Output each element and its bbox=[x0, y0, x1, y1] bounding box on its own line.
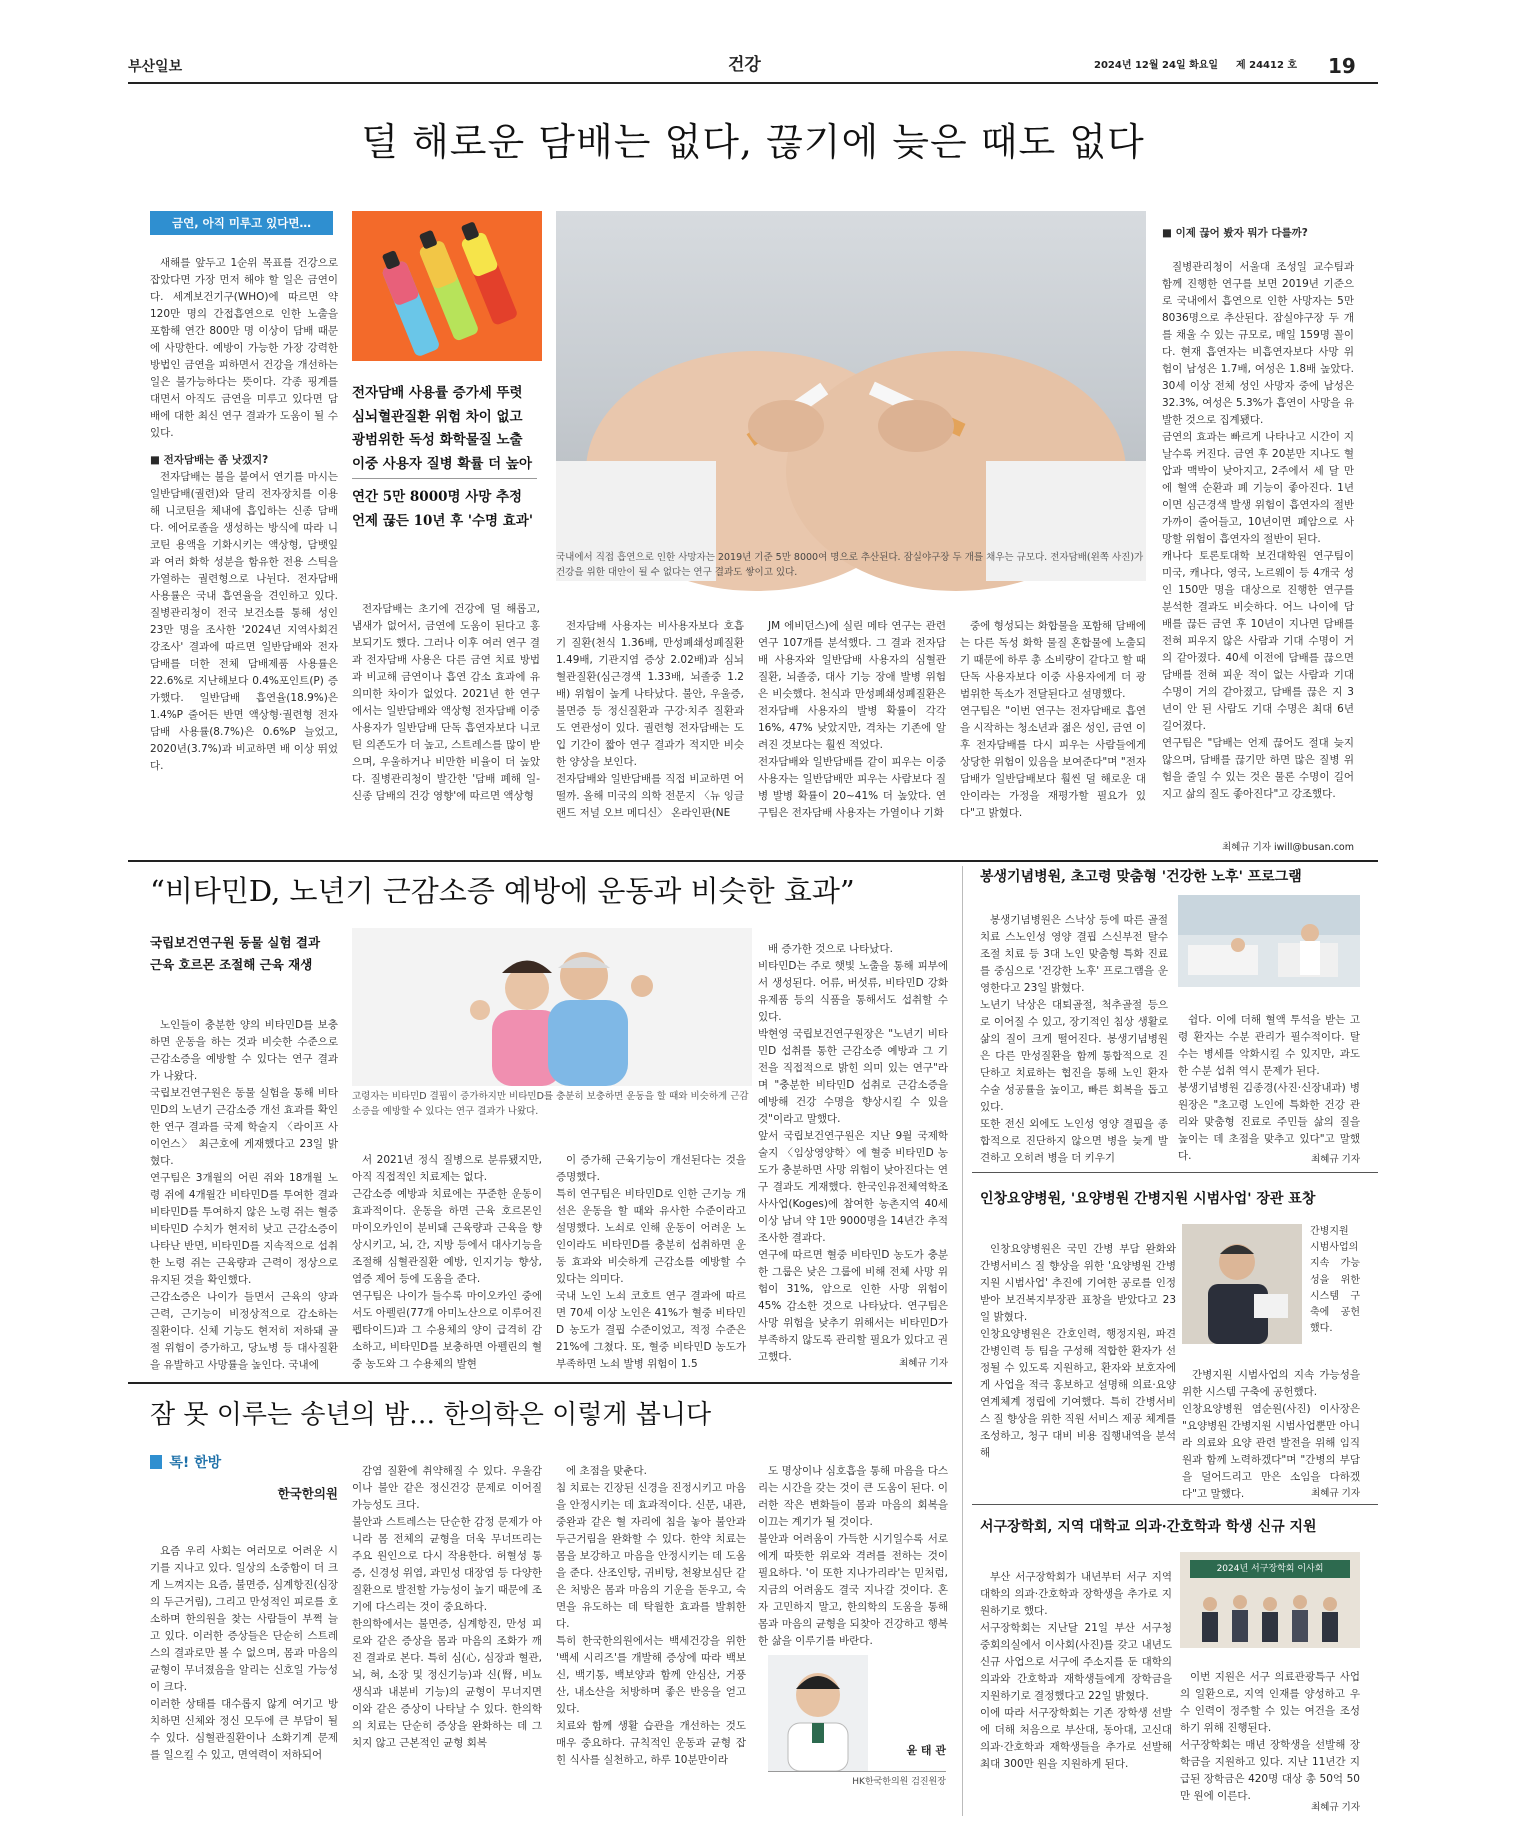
a4-byline: 최혜규 기자 bbox=[1311, 1488, 1360, 1499]
a6-tag bbox=[150, 1452, 338, 1472]
a3-col2-text: 쉽다. 이에 더해 혈액 투석을 받는 고령 환자는 수분 관리가 필수적이다. 탈수는 병세를 악화시킬 수 있지만, 과도한 수분 섭취 역시 문제가 된다. 봉생기념병원 김종경(사진·신장내과) 병원장은 "초고령 노인에 특화한 건강 관리와 맞춤형 진료로 주민들 삶의 질을 높이는 데 초점을 맞추고 있다"고 말했다. bbox=[1178, 1014, 1360, 1162]
director-portrait-illustration bbox=[1182, 1224, 1302, 1344]
a1-sub-divider bbox=[352, 478, 537, 479]
board-meeting-illustration bbox=[1180, 1552, 1360, 1648]
paper-name: 부산일보 bbox=[128, 59, 183, 75]
a2-col2-text: 서 2021년 정식 질병으로 분류됐지만, 아직 직접적인 치료제는 없다. 근감소증 예방과 치료에는 꾸준한 운동이 효과적이다. 운동을 하면 근육 호르몬인 마이오카인이 분비돼 근육량과 근육을 향상시키고, 뇌, 간, 지방 등에서 대사기능을 조절해 심혈관질환 예방, 인지기능 향상, 염증 제어 등에 도움을 준다. 연구팀은 나이가 들수록 마이오카인 중에서도 아펠린(77개 아미노산으로 이루어진 펩타이드)과 그 수용체의 양이 급격히 감소하고, 비타민D를 보충하면 아펠린의 혈중 농도와 그 수용체의 발현 bbox=[352, 1154, 542, 1370]
masthead-rule bbox=[128, 82, 1378, 84]
a1-photo-caption: 국내에서 직접 흡연으로 인한 사망자는 2019년 기준 5만 8000여 명으로 추산된다. 잠실야구장 두 개를 채우는 규모다. 전자담배(왼쪽 사진)가 건강을 위한 대안이 될 수 없다는 연구 결과도 쌓이고 있다. bbox=[556, 552, 1144, 578]
a6-author-photo bbox=[768, 1655, 868, 1771]
a2-col3-text: 이 증가해 근육기능이 개선된다는 것을 증명했다. 특히 연구팀은 비타민D로 인한 근기능 개선은 운동을 할 때와 유사한 수준이라고 설명했다. 노쇠로 인해 운동이 어려운 노인이라도 비타민D를 충분히 섭취하면 운동 효과와 비슷하게 근감소를 예방할 수 있다는 의미다. 국내 노인 노쇠 코호트 연구 결과에 따르면 70세 이상 노인은 41%가 혈중 비타민D 농도가 결핍 수준이었고, 적정 수준은 21%에 그쳤다. 또, 혈중 비타민D 농도가 부족하면 노쇠 발병 위험이 1.5 bbox=[556, 1154, 746, 1370]
hospital-ward-illustration bbox=[1178, 895, 1360, 987]
a6-col1 bbox=[150, 1526, 338, 1816]
a5-col2-text: 이번 지원은 서구 의료관광특구 사업의 일환으로, 지역 인재를 양성하고 우수 인력이 정주할 수 있는 여건을 조성하기 위해 진행된다. 서구장학회는 매년 장학생을 선발해 장학금을 지원하고 있다. 지난 11년간 지급된 장학금은 420명 대상 총 50억 50만 원에 이른다. bbox=[1180, 1671, 1360, 1802]
a3-col1 bbox=[980, 895, 1168, 1165]
a5-col1-text: 부산 서구장학회가 내년부터 서구 지역 대학의 의과·간호학과 장학생을 추가로 지원하기로 했다. 서구장학회는 지난달 21일 부산 서구청 중회의실에서 이사회(사진)를 갖고 내년도 신규 사업으로 서구에 주소지를 둔 대학의 의과와 간호학과 재학생들에게 장학금을 지원하기로 결정했다고 22일 밝혔다. 이에 따라 서구장학회는 기존 장학생 선발에 더해 처음으로 부산대, 동아대, 고신대 의과·간호학과 재학생들을 추가로 선발해 최대 300만 원을 지원하게 된다. bbox=[980, 1571, 1172, 1770]
a5-photo-banner: 2024년 서구장학회 이사회 bbox=[1190, 1560, 1350, 1578]
right-column-divider bbox=[962, 866, 963, 1816]
a2-col4 bbox=[758, 924, 948, 1363]
a1-col5 bbox=[960, 601, 1146, 853]
a4-photo bbox=[1182, 1224, 1302, 1344]
senior-couple-illustration bbox=[352, 928, 752, 1086]
section-name: 건강 bbox=[728, 55, 761, 75]
masthead bbox=[128, 50, 1378, 80]
a1-headline: 덜 해로운 담배는 없다, 끊기에 늦은 때도 없다 bbox=[361, 120, 1145, 164]
a5-headline: 서구장학회, 지역 대학교 의과·간호학과 학생 신규 지원 bbox=[980, 1519, 1317, 1535]
author-portrait-illustration bbox=[768, 1655, 868, 1771]
issue-number: 제 24412 호 bbox=[1236, 60, 1298, 71]
a3-photo bbox=[1178, 895, 1360, 987]
a1-kicker: 금연, 아직 미루고 있다면… bbox=[150, 211, 333, 235]
a1-col5-text: 중에 형성되는 화합물을 포함해 담배에는 다른 독성 화학 물질 혼합물에 노출되기 때문에 하루 총 소비량이 같다고 할 때 단독 사용자보다 이중 사용자에게 더 광범위한 독소가 전달된다고 설명했다. 연구팀은 "이번 연구는 전자담배로 흡연을 시작하는 청소년과 젊은 성인, 금연 이후 전자담배를 다시 피우는 사람들에게 상당한 위험이 있음을 보여준다"며 "전자담배가 일반담배보다 훨씬 덜 해로운 대안이라는 가정을 재평가할 필요가 있다"고 밝혔다. bbox=[960, 620, 1146, 819]
a1-col6-text: 질병관리청이 서울대 조성일 교수팀과 함께 진행한 연구를 보면 2019년 기준으로 국내에서 흡연으로 인한 사망자는 5만 8036명으로 추산된다. 잠실야구장 두 개를 채울 수 있는 규모로, 매일 159명 꼴이다. 현재 흡연자는 비흡연자보다 사망 위험이 남성은 1.7배, 여성은 1.8배 높았다. 30세 이상 전체 성인 사망자 중에 남성은 32.3%, 여성은 5.3%가 흡연이 사망을 유발한 것으로 집계됐다. 금연의 효과는 빠르게 나타나고 시간이 지날수록 커진다. 금연 후 20분만 지나도 혈압과 맥박이 낮아지고, 2주에서 세 달 만에 혈액 순환과 폐 기능이 좋아진다. 1년이면 심근경색 발생 위험이 흡연자의 절반 가까이 줄어들고, 10년이면 폐암으로 사망할 위험이 흡연자의 절반이 된다. 캐나다 토론토대학 보건대학원 연구팀이 미국, 캐나다, 영국, 노르웨이 등 4개국 성인 150만 명을 대상으로 진행한 연구를 분석한 결과도 비슷하다. 어느 나이에 담배를 끊든 금연 후 10년이 지나면 담배를 전혀 피우지 않은 사람과 기대 수명이 거의 같아졌다. 40세 이전에 담배를 끊으면 담배를 전혀 피운 적이 없는 사람과 기대 수명이 거의 같아졌고, 담배를 끊은 지 3년이 안 된 사람도 기대 수명은 최대 6년 길어졌다. 연구팀은 "담배는 언제 끊어도 절대 늦지 않으며, 담배를 끊기만 하면 많은 질병 위험을 줄일 수 있는 것은 물론 수명이 길어지고 삶의 질도 좋아진다"고 강조했다. bbox=[1162, 261, 1354, 800]
issue-date: 2024년 12월 24일 화요일 bbox=[1094, 60, 1219, 71]
a4-col2-intro: 간병지원 시범사업의 지속 가능성을 위한 시스템 구축에 공헌했다. bbox=[1310, 1226, 1360, 1335]
a1-main-photo bbox=[556, 211, 1146, 547]
a1-col4 bbox=[758, 601, 946, 853]
a2-subheadline: 국립보건연구원 동물 실험 결과 근육 호르몬 조절해 근육 재생 bbox=[150, 935, 321, 972]
a1-bottom-rule bbox=[128, 860, 1378, 862]
a2-col2 bbox=[352, 1135, 542, 1370]
a6-org: 한국한의원 bbox=[277, 1486, 338, 1501]
a3-headline: 봉생기념병원, 초고령 맞춤형 '건강한 노후' 프로그램 bbox=[980, 869, 1302, 885]
a2-photo-caption: 고령자는 비타민D 결핍이 증가하지만 비타민D를 충분히 보충하면 운동을 할 때와 비슷하게 근감소증을 예방할 수 있다는 연구 결과가 나왔다. bbox=[352, 1091, 749, 1117]
a2-col3 bbox=[556, 1135, 746, 1370]
a2-col4-text: 배 증가한 것으로 나타났다. 비타민D는 주로 햇빛 노출을 통해 피부에서 생성된다. 어류, 버섯류, 비타민D 강화 유제품 등의 식품을 통해서도 섭취할 수 있다. 박현영 국립보건연구원장은 "노년기 비타민D 섭취를 통한 근감소증 예방과 그 기전을 직접적으로 밝힌 의미 있는 연구"라며 "충분한 비타민D 섭취로 근감소증을 예방해 건강 수명을 향상시킬 수 있을 것"이라고 말했다. 앞서 국립보건연구원은 지난 9월 국제학술지 〈임상영양학〉에 혈중 비타민D 농도가 충분하면 사망 위험이 낮아진다는 연구 결과도 게재했다. 한국인유전체역학조사사업(Koges)에 참여한 농촌지역 40세 이상 남녀 약 1만 9000명을 14년간 추적조사한 결과다. 연구에 따르면 혈중 비타민D 농도가 충분한 그룹은 낮은 그룹에 비해 전체 사망 위험이 31%, 암으로 인한 사망 위험이 45% 감소한 것으로 나타났다. 연구팀은 사망 위험을 낮추기 위해서는 비타민D가 부족하지 않도록 관리할 필요가 있다고 권고했다. bbox=[758, 943, 948, 1363]
a6-author-rule bbox=[768, 1771, 946, 1772]
a1-col6 bbox=[1162, 208, 1354, 840]
a3-col1-text: 봉생기념병원은 스낙상 등에 따른 골절 치료 스노인성 영양 결핍 스신부전 탈수 조절 치료 등 3대 노인 맞춤형 특화 진료를 중심으로 '건강한 노후' 프로그램을 운영한다고 23일 밝혔다. 노년기 낙상은 대퇴골절, 척추골절 등으로 이어질 수 있고, 장기적인 침상 생활로 삶의 질이 크게 떨어진다. 봉생기념병원은 다른 만성질환을 함께 통합적으로 진단하고 치료하는 협진을 통해 노인 환자 수술 성공률을 높이고, 빠른 회복을 돕고 있다. 또한 전신 외에도 노인성 영양 결핍을 종합적으로 진단하지 않으면 병을 늦게 발견하고 오히려 병을 더 키우기 bbox=[980, 914, 1168, 1164]
a6-col4-text: 도 명상이나 심호흡을 통해 마음을 다스리는 시간을 갖는 것이 큰 도움이 된다. 이러한 작은 변화들이 몸과 마음의 회복을 이끄는 계기가 될 것이다. 불안과 어려움이 가득한 시기일수록 서로에게 따뜻한 위로와 격려를 전하는 것이 필요하다. '이 또한 지나가리라'는 믿처럼, 지금의 어려움도 결국 지나갈 것이다. 혼자 고민하지 말고, 한의학의 도움을 통해 몸과 마음의 균형을 되찾아 건강하고 행복한 삶을 이루기를 바란다. bbox=[758, 1465, 948, 1647]
a2-col1 bbox=[150, 1000, 338, 1370]
a4-col1-text: 인창요양병원은 국민 간병 부담 완화와 간병서비스 질 향상을 위한 '요양병원 간병지원 시범사업' 추진에 기여한 공로를 인정받아 보건복지부장관 표창을 받았다고 23일 밝혔다. 인창요양병원은 간호인력, 행정지원, 파견간병인력 등 팀을 구성해 적합한 환자가 선정될 수 있도록 지원하고, 환자와 보호자에게 사업을 적극 홍보하고 설명해 의료·요양 연계체계 정립에 기여했다. 특히 간병서비스 질 향상을 위한 직원 서비스 제공 체계를 조성하고, 청구 대비 비용 집행내역을 분석해 bbox=[980, 1243, 1176, 1459]
a5-byline: 최혜규 기자 bbox=[1311, 1802, 1360, 1813]
a6-col2-text: 감염 질환에 취약해질 수 있다. 우울감이나 불안 같은 정신건강 문제로 이어질 가능성도 크다. 불안과 스트레스는 단순한 감정 문제가 아니라 몸 전체의 균형을 더욱 무너뜨리는 주요 원인으로 다시 작용한다. 허혈성 통증, 신경성 위염, 과민성 대장염 등 다양한 질환으로 발전할 가능성이 높기 때문에 조기에 다스리는 것이 중요하다. 한의학에서는 불면증, 심계항진, 만성 피로와 같은 증상을 몸과 마음의 조화가 깨진 결과로 본다. 특히 심(心, 심장과 혈관, 뇌, 혀, 소장 및 정신기능)과 신(腎, 비뇨생식과 내분비 기능)의 균형이 무너지면 이와 같은 증상이 나타날 수 있다. 한의학의 치료는 단순히 증상을 완화하는 데 그치지 않고 근본적인 균형 회복 bbox=[352, 1465, 542, 1749]
a4-bottom-rule bbox=[972, 1504, 1378, 1505]
a4-col1 bbox=[980, 1224, 1176, 1496]
a4-col2 bbox=[1310, 1224, 1360, 1335]
a1-subheadline: 전자담배 사용률 증가세 뚜렷 심뇌혈관질환 위험 차이 없고 광범위한 독성 화학물질 노출 이중 사용자 질병 확률 더 높아 bbox=[352, 385, 532, 472]
a1-col3-text: 전자담배 사용자는 비사용자보다 호흡기 질환(천식 1.36배, 만성폐쇄성폐질환 1.49배, 기관지염 증상 2.02배)과 심뇌혈관질환(심근경색 1.33배, 뇌졸중 1.2배) 위험이 높게 나타났다. 불안, 우울증, 불면증 등 정신질환과 구강·치주 질환과도 연관성이 있다. 궐련형 전자담배는 도입 기간이 짧아 연구 결과가 적지만 비슷한 양상을 보인다. 전자담배와 일반담배를 직접 비교하면 어떨까. 올해 미국의 의학 전문지 〈뉴 잉글랜드 저널 오브 메디신〉 온라인판(NE bbox=[556, 620, 744, 819]
a2-byline: 최혜규 기자 bbox=[899, 1358, 948, 1369]
a6-author-name: 윤 태 관 bbox=[906, 1744, 946, 1757]
a6-top-rule bbox=[128, 1382, 952, 1384]
a1-col6-subhead: ■ 이제 끊어 봤자 뭐가 다를까? bbox=[1162, 227, 1308, 239]
ecig-illustration bbox=[352, 211, 542, 361]
a2-headline: “비타민D, 노년기 근감소증 예방에 운동과 비슷한 효과” bbox=[150, 874, 855, 908]
a6-col2 bbox=[352, 1446, 542, 1816]
a5-photo bbox=[1180, 1552, 1360, 1648]
page-number: 19 bbox=[1328, 54, 1356, 78]
a1-subheadline-2: 연간 5만 8000명 사망 추정 언제 끊든 10년 후 '수명 효과' bbox=[352, 489, 533, 529]
a5-col1 bbox=[980, 1552, 1172, 1812]
a3-byline: 최혜규 기자 bbox=[1311, 1154, 1360, 1165]
a5-col2 bbox=[1180, 1652, 1360, 1800]
a6-tag-marker bbox=[150, 1455, 162, 1469]
a4-headline: 인창요양병원, '요양병원 간병지원 시범사업' 장관 표창 bbox=[980, 1191, 1316, 1207]
a6-author-title: HK한국한의원 검진원장 bbox=[852, 1777, 946, 1787]
a6-col3 bbox=[556, 1446, 746, 1816]
a1-col4-text: JM 에비던스)에 실린 메타 연구는 관련 연구 107개를 분석했다. 그 결과 전자담배 사용자와 일반담배 사용자의 심혈관 질환, 뇌졸중, 대사 기능 장애 발병 위험은 비슷했다. 천식과 만성폐쇄성폐질환은 전자담배 사용자의 발병 확률이 각각 16%, 47% 낮았지만, 격차는 기존에 알려진 것보다는 훨씬 적었다. 전자담배와 일반담배를 같이 피우는 이중 사용자는 일반담배만 피우는 사람보다 질병 발병 확률이 20~41% 더 높았다. 연구팀은 전자담배 사용자는 가열이나 기화 bbox=[758, 620, 946, 819]
a1-col3 bbox=[556, 601, 744, 853]
a1-col1-lead: 새해를 앞두고 1순위 목표를 건강으로 잡았다면 가장 먼저 해야 할 일은 금연이다. 세계보건기구(WHO)에 따르면 약 120만 명의 간접흡연으로 인한 노출을 포함해 연간 800만 명 이상이 담배 때문에 사망한다. 예방이 가능한 가장 강력한 방법인 금연을 피하면서 건강을 개선하는 일은 불가능하다는 뜻이다. 각종 핑계를 대면서 아직도 금연을 미루고 있다면 담배에 대한 최신 연구 결과가 도움이 될 수 있다. bbox=[150, 257, 338, 439]
a6-col1-text: 요즘 우리 사회는 여러모로 어려운 시기를 지나고 있다. 일상의 소중함이 더 크게 느껴지는 요즘, 불면증, 심계항진(심장의 두근거림), 그리고 만성적인 피로를 호소하며 한의원을 찾는 사람들이 부쩍 늘고 있다. 이러한 증상들은 단순히 스트레스의 결과로만 볼 수 없으며, 몸과 마음의 균형이 무너졌음을 알리는 신호일 가능성이 크다. 이러한 상태를 대수롭지 않게 여기고 방치하면 신체와 정신 모두에 큰 부담이 될 수 있다. 심혈관질환이나 소화기계 문제를 일으킬 수 있고, 면역력이 저하되어 bbox=[150, 1545, 338, 1761]
a1-col1 bbox=[150, 255, 338, 853]
a1-col2-text: 전자담배는 초기에 건강에 덜 해롭고, 냄새가 없어서, 금연에 도움이 된다고 홍보되기도 했다. 그러나 이후 여러 연구 결과 전자담배 사용은 다른 금연 치료 방법과 비교해 금연이나 흡연 감소 효과에 유의미한 차이가 없었다. 2021년 한 연구에서는 일반담배와 액상형 전자담배 이중 사용자가 일반담배 단독 흡연자보다 니코틴 의존도가 더 높고, 스트레스를 많이 받으며, 우울하거나 비만한 비율이 더 높았다. 질병관리청이 발간한 '담배 폐해 일-신종 담배의 건강 영향'에 따르면 액상형 bbox=[352, 603, 540, 802]
a2-col1-text: 노인들이 충분한 양의 비타민D를 보충하면 운동을 하는 것과 비슷한 수준으로 근감소증을 예방할 수 있다는 연구 결과가 나왔다. 국립보건연구원은 동물 실험을 통해 비타민D의 노년기 근감소증 개선 효과를 확인한 연구 결과를 국제 학술지 〈라이프 사이언스〉 최근호에 게재했다고 23일 밝혔다. 연구팀은 3개월의 어린 쥐와 18개월 노령 쥐에 4개월간 비타민D를 투여한 결과 비타민D를 투여하지 않은 노령 쥐는 혈중 비타민D 수치가 현저히 낮고 근감소증이 나타난 반면, 비타민D를 지속적으로 섭취한 노령 쥐는 근육량과 근력이 정상으로 유지된 것을 확인했다. 근감소증은 나이가 들면서 근육의 양과 근력, 근기능이 비정상적으로 감소하는 질환이다. 신체 기능도 현저히 저하돼 골절 위험이 증가하고, 당뇨병 등 대사질환을 유발하고 사망률을 높인다. 국내에 bbox=[150, 1019, 338, 1371]
broken-cigarette-illustration bbox=[556, 211, 1146, 547]
a4-col2-text: 간병지원 시범사업의 지속 가능성을 위한 시스템 구축에 공헌했다. 인창요양병원 염순원(사진) 이사장은 "요양병원 간병지원 시범사업뿐만 아니라 의료와 요양 관련 발전을 위해 임직원과 함께 노력하겠다"며 "간병의 부담을 덜어드리고 만은 소임을 다하겠다"고 말했다. bbox=[1182, 1369, 1360, 1500]
a2-photo bbox=[352, 928, 752, 1086]
a3-bottom-rule bbox=[972, 1172, 1378, 1173]
a1-ecig-photo bbox=[352, 211, 542, 361]
a6-col4 bbox=[758, 1446, 948, 1647]
a1-col1-body: 전자담배는 불을 붙여서 연기를 마시는 일반담배(궐련)와 달리 전자장치를 이용해 니코틴을 체내에 흡입하는 신종 담배다. 에어로졸을 생성하는 방식에 따라 니코틴 용액을 기화시키는 액상형, 담뱃잎과 여러 화학 성분을 함유한 전용 스틱을 가열하는 궐련형으로 나뉜다. 전자담배 사용률은 국내 흡연율을 견인하고 있다. 질병관리청이 전국 보건소를 통해 성인 23만 명을 조사한 '2024년 지역사회건강조사' 결과에 따르면 일반담배와 전자담배를 더한 전체 담배제품 사용률은 22.6%로 지난해보다 0.4%포인트(P) 증가했다. 일반담배 흡연율(18.9%)은 1.4%P 줄어든 반면 액상형·궐련형 전자담배 사용률(8.7%)은 0.6%P 늘었고, 2020년(3.7%)과 비교하면 배 이상 뛰었다. bbox=[150, 471, 338, 772]
a6-tag-label: 톡! 한방 bbox=[169, 1455, 222, 1471]
a6-headline: 잠 못 이루는 송년의 밤… 한의학은 이렇게 봅니다 bbox=[150, 1400, 712, 1430]
a1-col1-subhead: ■ 전자담배는 좀 낫겠지? bbox=[150, 454, 269, 466]
a1-col2 bbox=[352, 601, 540, 853]
a1-byline: 최혜규 기자 iwill@busan.com bbox=[1222, 842, 1354, 853]
a6-col3-text: 에 초점을 맞춘다. 침 치료는 긴장된 신경을 진정시키고 마음을 안정시키는 데 효과적이다. 신문, 내관, 중완과 같은 혈 자리에 침을 놓아 불안과 두근거림을 완화할 수 있다. 한약 치료는 몸을 보강하고 마음을 안정시키는 데 도움을 준다. 산조인탕, 귀비탕, 천왕보심단 같은 처방은 몸과 마음의 기운을 돋우고, 숙면을 유도하는 데 탁월한 효과를 발휘한다. 특히 한국한의원에서는 백세건강을 위한 '백세 시리즈'를 개발해 증상에 따라 백보신, 백기통, 백보양과 함께 안심산, 거풍산, 내소산을 처방하며 좋은 반응을 얻고 있다. 치료와 함께 생활 습관을 개선하는 것도 매우 중요하다. 규칙적인 운동과 균형 잡힌 식사를 실천하고, 하루 10분만이라 bbox=[556, 1465, 746, 1766]
